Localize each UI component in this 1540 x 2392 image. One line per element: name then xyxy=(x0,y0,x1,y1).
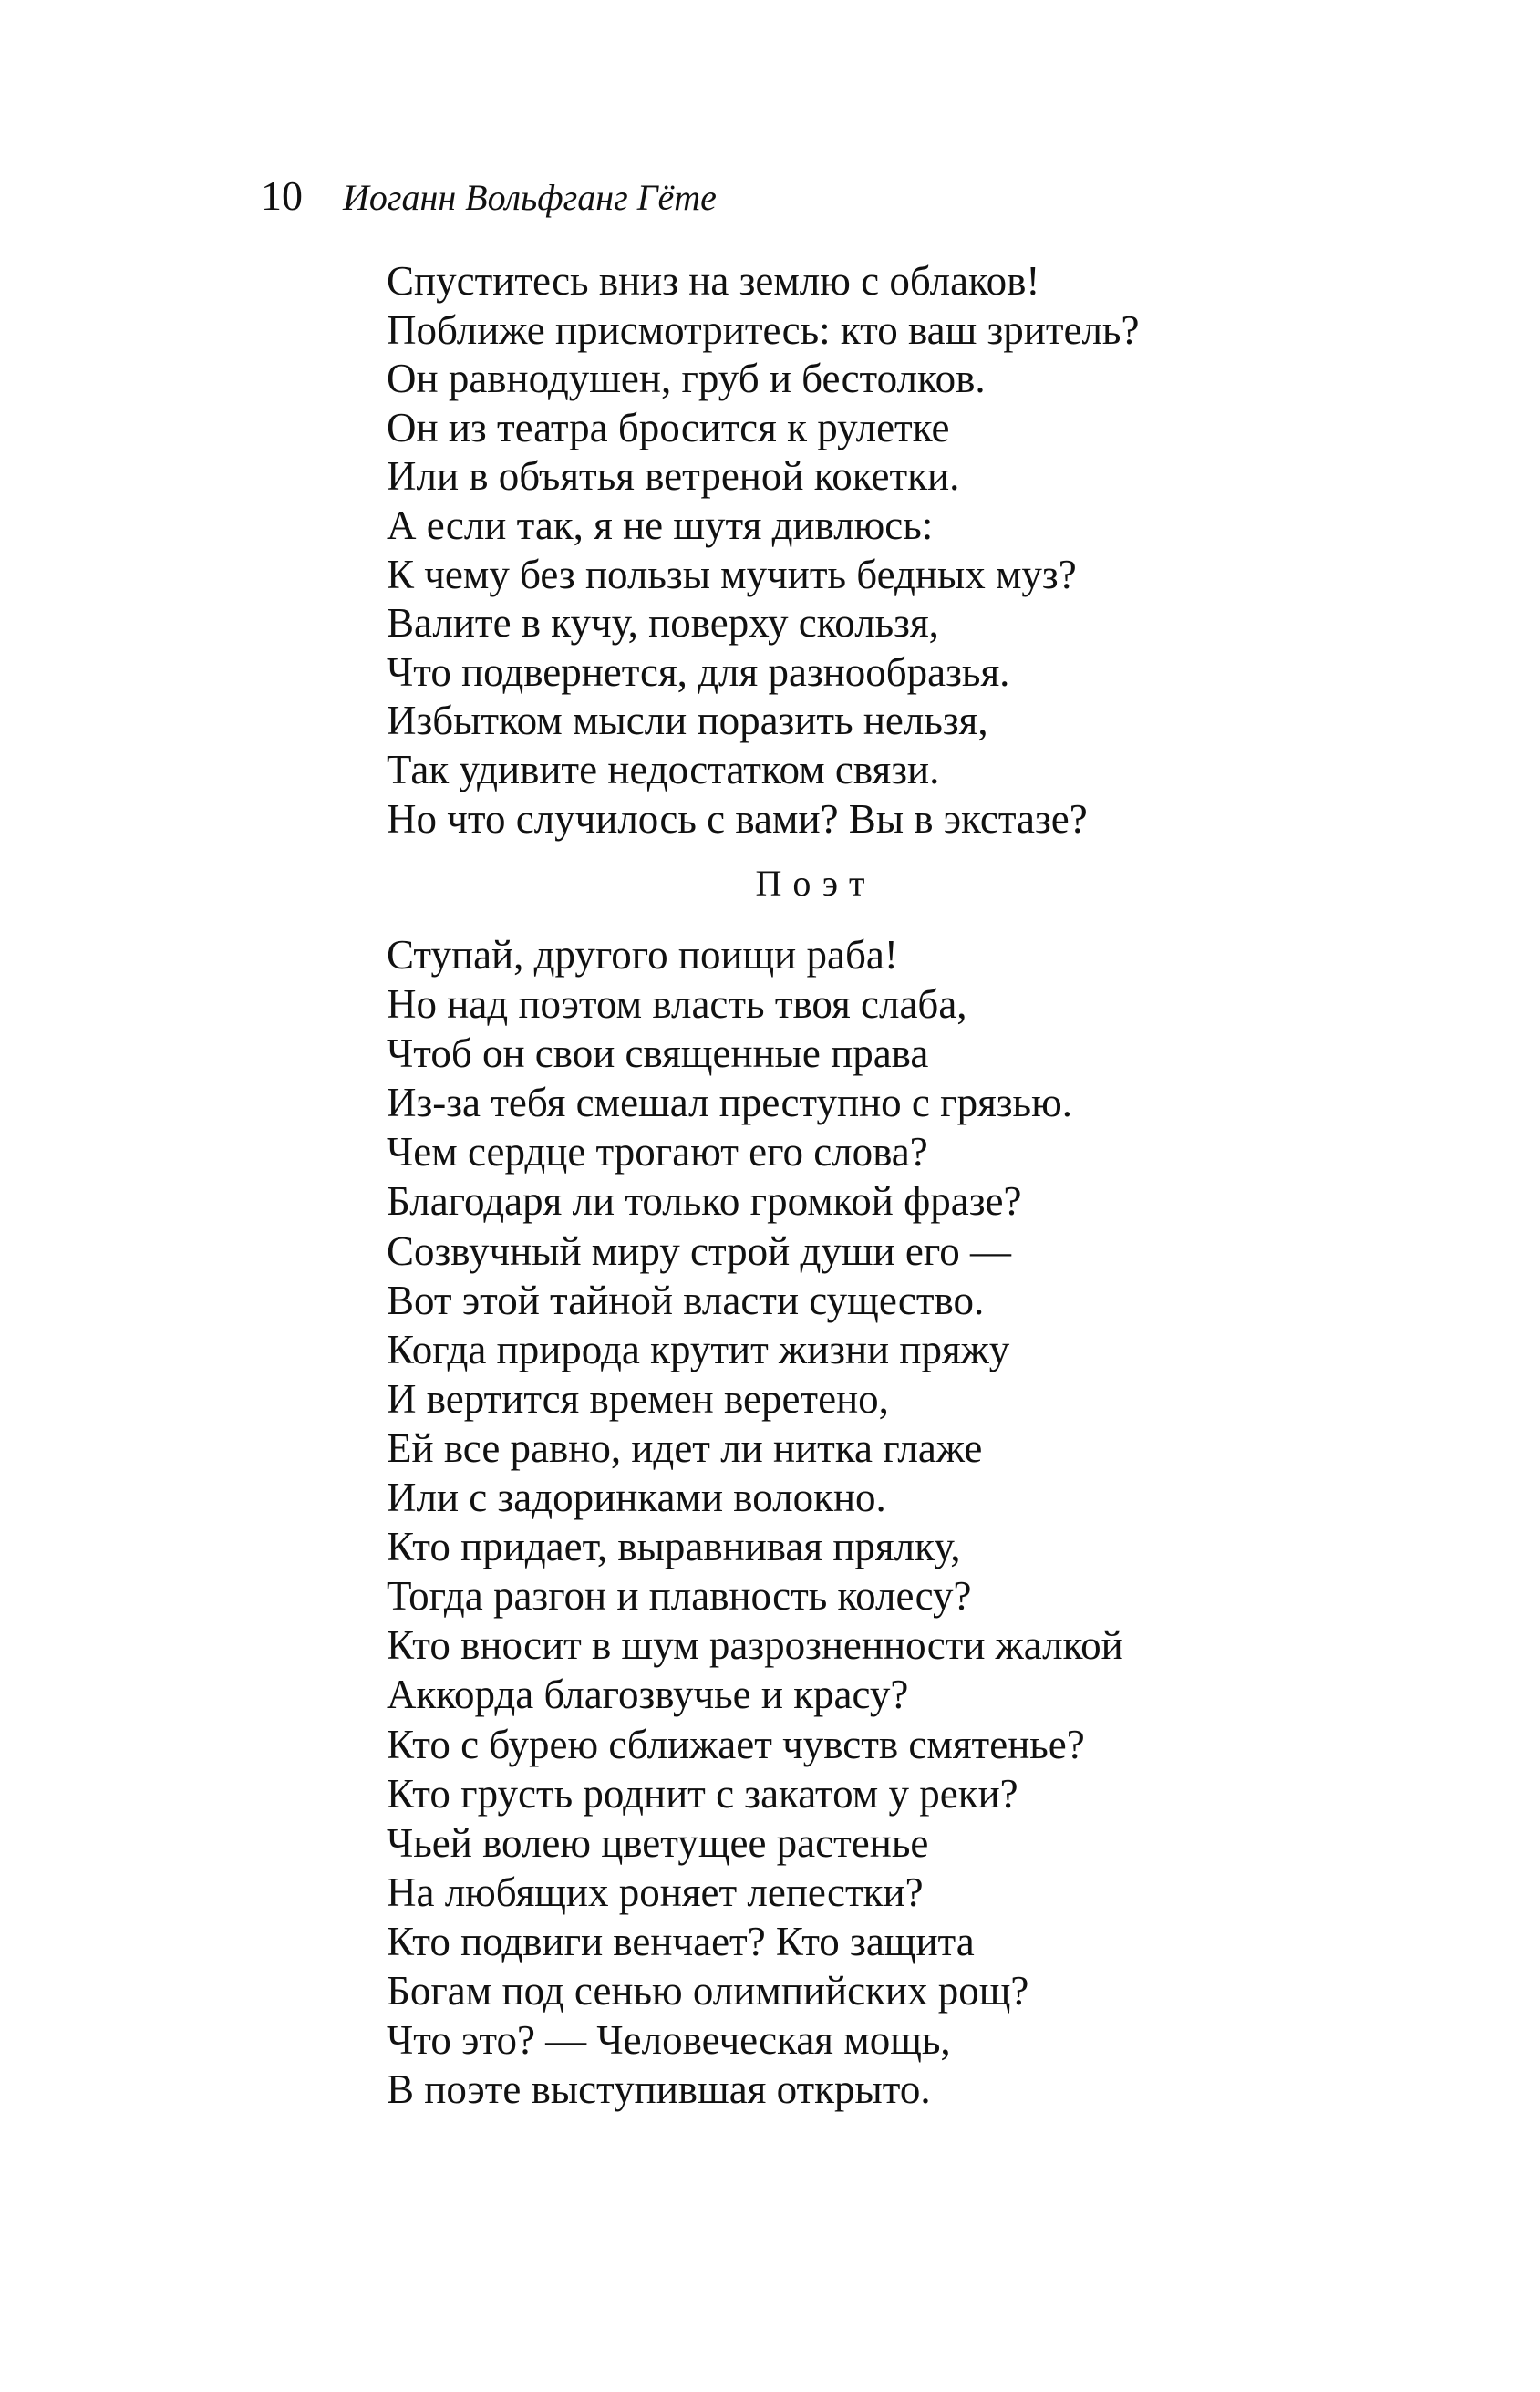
verse-line: Из-за тебя смешал преступно с грязью. xyxy=(387,1080,1072,1126)
verse-line: Ступай, другого поищи раба! xyxy=(387,932,898,978)
page-header xyxy=(261,171,717,220)
verse-line: Чем сердце трогают его слова? xyxy=(387,1129,928,1175)
verse-line: Аккорда благозвучье и красу? xyxy=(387,1672,909,1718)
verse-line: Что подвернется, для разнообразья. xyxy=(387,648,1010,695)
verse-line: Кто с бурею сближает чувств смятенье? xyxy=(387,1721,1085,1767)
verse-line: Он равнодушен, груб и бестолков. xyxy=(387,356,986,402)
verse-line: Вот этой тайной власти существо. xyxy=(387,1277,985,1323)
verse-line: Кто придает, выравнивая прялку, xyxy=(387,1524,961,1570)
speaker-name: Поэт xyxy=(755,863,876,904)
verse-line: Спуститесь вниз на землю с облаков! xyxy=(387,258,1040,304)
verse-line: Созвучный миру строй души его — xyxy=(387,1227,1011,1274)
verse-line: Избытком мысли поразить нельзя, xyxy=(387,698,988,744)
verse-line: Так удивите недостатком связи. xyxy=(387,746,940,792)
verse-line: Но над поэтом власть твоя слаба, xyxy=(387,981,967,1028)
verse-line: Но что случилось с вами? Вы в экстазе? xyxy=(387,795,1088,842)
verse-line: Или с задоринками волокно. xyxy=(387,1475,886,1521)
verse-line: На любящих роняет лепестки? xyxy=(387,1869,924,1915)
verse-line: Он из театра бросится к рулетке xyxy=(387,404,950,450)
verse-line: В поэте выступившая открыто. xyxy=(387,2066,931,2113)
verse-line: Что это? — Человеческая мощь, xyxy=(387,2017,951,2064)
verse-line: Или в объятья ветреной кокетки. xyxy=(387,453,960,500)
verse-line: Богам под сенью олимпийских рощ? xyxy=(387,1967,1029,2014)
verse-line: Кто подвиги венчает? Кто защита xyxy=(387,1918,975,1964)
verse-line: Кто грусть роднит с закатом у реки? xyxy=(387,1770,1018,1817)
verse-line: Валите в кучу, поверху скользя, xyxy=(387,600,939,647)
verse-line: Когда природа крутит жизни пряжу xyxy=(387,1326,1010,1372)
running-title: Иоганн Вольфганг Гёте xyxy=(343,177,717,218)
verse-line: Чьей волею цветущее растенье xyxy=(387,1819,929,1866)
verse-line: Благодаря ли только громкой фразе? xyxy=(387,1178,1022,1225)
verse-line: И вертится времен веретено, xyxy=(387,1375,889,1422)
page-number: 10 xyxy=(261,172,303,219)
verse-line: Ей все равно, идет ли нитка глаже xyxy=(387,1424,983,1471)
verse-line: К чему без пользы мучить бедных муз? xyxy=(387,551,1077,597)
verse-line: Кто вносит в шум разрозненности жалкой xyxy=(387,1622,1123,1669)
verse-line: А если так, я не шутя дивлюсь: xyxy=(387,502,934,548)
verse-line: Чтоб он свои священные права xyxy=(387,1030,929,1077)
verse-line: Тогда разгон и плавность колесу? xyxy=(387,1573,972,1620)
stanza-1 xyxy=(387,257,1139,844)
verse-line: Поближе присмотритесь: кто ваш зритель? xyxy=(387,306,1140,353)
stanza-2 xyxy=(387,930,1123,2114)
